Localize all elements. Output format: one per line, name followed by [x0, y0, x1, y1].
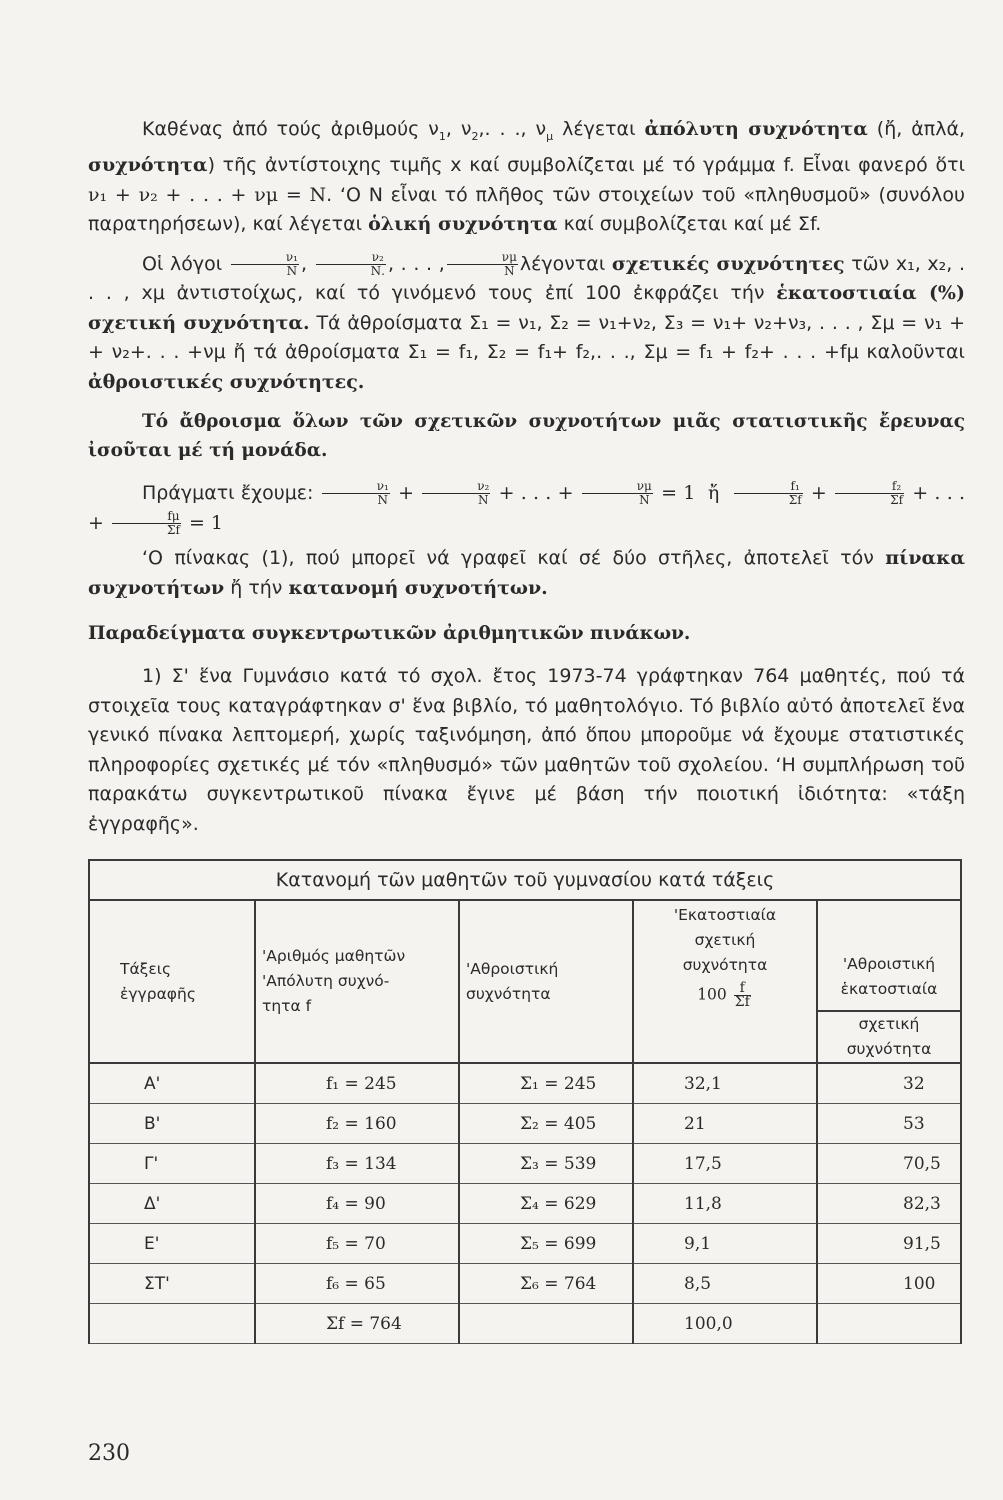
term-total-frequency: ὁλική συχνότητα: [368, 213, 558, 236]
term-frequency-distribution: κατανομή συχνοτήτων.: [288, 576, 548, 599]
paragraph-example: 1) Σ' ἕνα Γυμνάσιο κατά τό σχολ. ἔτος 1973-74 γράφτηκαν 764 μαθητές, πού τά στοιχεῖα τους καταγράφτηκαν σ' ἕνα βιβλίο, τό μαθητολόγιο. Τό βιβλίο αὐτό ἀποτελεῖ ἕνα γενικό πίνακα λεπτομερή, χωρίς ταξινόμηση, ἀπό ὅπου μποροῦμε νά ἔχουμε στατιστικές πληροφορίες σχετικές μέ τόν «πληθυσμό» τῶν μαθητῶν τοῦ σχολείου. ʻΗ συμπλήρωση τοῦ παρακάτω συγκεντρωτικοῦ πίνακα ἔγινε μέ βάση τήν ποιοτική ἰδιότητα: «τάξη ἐγγραφῆς».: [88, 665, 965, 835]
table-cell: Σ₄ = 629: [459, 1184, 633, 1224]
term-frequency: συχνότητα: [88, 154, 208, 177]
table-cell: 53: [817, 1104, 961, 1144]
text: , . . . ,: [387, 252, 445, 275]
table-cell: 17,5: [633, 1144, 817, 1184]
table-total-cell: [817, 1304, 961, 1344]
term-cumulative-frequency: ἀθροιστικές συχνότητες.: [88, 370, 365, 393]
table-cell: Σ₁ = 245: [459, 1063, 633, 1104]
table-total-cell: 100,0: [633, 1304, 817, 1344]
text: ) τῆς ἀντίστοιχης τιμῆς x καί συμβολίζεται μέ τό γράμμα f. Εἶναι φανερό ὅτι: [207, 154, 965, 177]
table-cell: 100: [817, 1264, 961, 1304]
paragraph-relative-frequency: Οἱ λόγοι $\frac{\text{ν₁}}{N}$ , $\frac{\text{ν₂}}{N.}$ , . . . , $\frac{\nu\mu}{N}$ λέγονται σχετικές συχνότητες τῶν x₁, x₂, . . . , xμ ἀντιστοίχως, καί τό γινόμενό τους ἐπί 100 ἐκφράζει τήν ἑκατοστιαία (%) σχετική συχνότητα. Τά ἀθροίσματα Σ₁ = ν₁, Σ₂ = ν₁+ν₂, Σ₃ = ν₁+ ν₂+ν₃, . . . , Σμ = ν₁ + + ν₂+. . . +νμ ἤ τά ἀθροίσματα Σ₁ = f₁, Σ₂ = f₁+ f₂,. . ., Σμ = f₁ + f₂+ . . . +fμ καλοῦνται ἀθροιστικές συχνότητες.: [88, 249, 965, 393]
paragraph-absolute-frequency: Καθένας ἀπό τούς ἀριθμούς $\nu_1$, $\nu_2$,. . ., $\nu_\mu$ λέγεται ἀπόλυτη συχνότητα (ἤ, ἀπλά, συχνότητα) τῆς ἀντίστοιχης τιμῆς x καί συμβολίζεται μέ τό γράμμα f. Εἶναι φανερό ὅτι ν₁ + ν₂ + . . . + νμ = Ν. ʻΟ Ν εἶναι τό πλῆθος τῶν στοιχείων τοῦ «πληθυσμοῦ» (συνόλου παρατηρήσεων), καί λέγεται ὁλική συχνότητα καί συμβολίζεται καί μέ Σf.: [88, 118, 966, 236]
header-cumulative-percent: 'Αθροιστική ἑκατοστιαία: [817, 900, 961, 1011]
formula-line: Πράγματι ἔχουμε: $\frac{\text{ν₁}}{N}$ + $\frac{\text{ν₂}}{N}$ + . . . + $\frac{\nu\mu}{N}$ = 1 ἤ $\frac{\text{f₁}}{\Sigma f}$ + $\frac{\text{f₂}}{\Sigma f}$ + . . . + $\frac{f\mu}{\Sigma f}$ = 1: [88, 479, 966, 537]
text: λέγεται: [553, 118, 645, 140]
frequency-table: [88, 859, 962, 1344]
table-total-cell: Σf = 764: [255, 1304, 459, 1344]
table-cell: Α': [89, 1063, 255, 1104]
equation-sum: ν₁ + ν₂ + . . . + νμ = Ν: [88, 183, 327, 206]
table-cell: f₆ = 65: [255, 1264, 459, 1304]
header-percent-relative: [633, 900, 817, 1011]
table-cell: 9,1: [633, 1224, 817, 1264]
page-number: 230: [88, 1441, 130, 1466]
table-cell: ΣΤ': [89, 1264, 255, 1304]
table-row: [89, 1104, 961, 1144]
table-cell: 70,5: [817, 1144, 961, 1184]
table-total-row: [89, 1304, 961, 1344]
term-absolute-frequency: ἀπόλυτη συχνότητα: [644, 118, 868, 140]
table-cell: f₂ = 160: [255, 1104, 459, 1144]
term-percent-relative-frequency: ἑκατοστιαία (%) σχετική συχνότητα.: [88, 282, 965, 334]
table-cell: f₁ = 245: [255, 1063, 459, 1104]
table-cell: 82,3: [817, 1184, 961, 1224]
text: λέγονται: [519, 252, 612, 275]
header-cumulative-percent-sub: σχετική συχνότητα: [817, 1011, 961, 1063]
paragraph-frequency-table: [88, 544, 965, 603]
text: , ν: [445, 118, 472, 140]
table-row: [89, 1224, 961, 1264]
header-cumulative-frequency: 'Αθροιστική συχνότητα: [459, 900, 633, 1063]
table-cell: Γ': [89, 1144, 255, 1184]
table-cell: Σ₆ = 764: [459, 1264, 633, 1304]
table-cell: Δ': [89, 1184, 255, 1224]
fraction: $\frac{\text{ν₁}}{N}$: [231, 251, 299, 278]
section-heading: Παραδείγματα συγκεντρωτικῶν ἀριθμητικῶν πινάκων.: [88, 623, 691, 645]
term-relative-frequency: σχετικές συχνότητες: [611, 252, 845, 275]
table-cell: 8,5: [633, 1264, 817, 1304]
bold-statement: Τό ἄθροισμα ὅλων τῶν σχετικῶν συχνοτήτων μιᾶς στατιστικῆς ἔρευνας ἰσοῦται μέ τή μονάδα.: [88, 411, 965, 462]
text: ,. . ., ν: [478, 118, 547, 140]
text: (ἤ, ἀπλά,: [867, 118, 966, 140]
table-cell: Σ₂ = 405: [459, 1104, 633, 1144]
table-title: Κατανομή τῶν μαθητῶν τοῦ γυμνασίου κατά τάξεις: [89, 860, 961, 900]
text: Πράγματι ἔχουμε:: [142, 482, 320, 505]
table-total-cell: [89, 1304, 255, 1344]
text: καί συμβολίζεται καί μέ Σf.: [557, 213, 822, 236]
page-content: [88, 115, 965, 1344]
text: τῶν x₁, x₂, . . . , xμ ἀντιστοίχως, καί τό γινόμενό τους ἐπί 100 ἐκφράζει τήν: [88, 252, 965, 305]
table-cell: 11,8: [633, 1184, 817, 1224]
text: Τά ἀθροίσματα Σ₁ = ν₁, Σ₂ = ν₁+ν₂, Σ₃ = ν₁+ ν₂+ν₃, . . . , Σμ = ν₁ + + ν₂+. . . +νμ ἤ τά ἀθροίσματα Σ₁ = f₁, Σ₂ = f₁+ f₂,. . ., Σμ = f₁ + f₂+ . . . +fμ καλοῦνται: [88, 311, 965, 364]
header-percent-relative-label: 'Εκατοστιαία σχετική συχνότητα: [673, 906, 777, 975]
table-cell: f₃ = 134: [255, 1144, 459, 1184]
table-cell: 32: [817, 1063, 961, 1104]
table-row: [89, 1144, 961, 1184]
text: Οἱ λόγοι: [142, 252, 229, 275]
table-cell: f₅ = 70: [255, 1224, 459, 1264]
table-total-cell: [459, 1304, 633, 1344]
table-row: [89, 1264, 961, 1304]
table-cell: Σ₅ = 699: [459, 1224, 633, 1264]
table-cell: 32,1: [633, 1063, 817, 1104]
text: . ʻΟ Ν εἶναι τό πλῆθος τῶν στοιχείων τοῦ «πληθυσμοῦ» (συνόλου παρατηρήσεων), καί λέγεται: [88, 183, 965, 236]
table-cell: Β': [89, 1104, 255, 1144]
fraction: $\frac{\nu\mu}{N}$: [447, 251, 518, 278]
term-frequency-table: πίνακα συχνοτήτων: [88, 547, 965, 599]
text: ἤ τήν: [224, 576, 289, 599]
header-class: Τάξεις ἐγγραφῆς: [89, 900, 255, 1063]
table-cell: 21: [633, 1104, 817, 1144]
table-cell: Σ₃ = 539: [459, 1144, 633, 1184]
table-cell: f₄ = 90: [255, 1184, 459, 1224]
text: Καθένας ἀπό τούς ἀριθμούς ν: [142, 118, 439, 140]
text: ʻΟ πίνακας (1), πού μπορεῖ νά γραφεῖ καί σέ δύο στῆλες, ἀποτελεῖ τόν: [142, 547, 886, 570]
table-cell: Ε': [89, 1224, 255, 1264]
table-row: [89, 1184, 961, 1224]
table-row: [89, 1063, 961, 1104]
header-percent-formula: 100 $\frac{f}{\Sigma f}$: [697, 980, 750, 1011]
fraction: $\frac{\text{ν₂}}{N.}$: [316, 251, 386, 278]
header-absolute-frequency: 'Αριθμός μαθητῶν 'Απόλυτη συχνό- τητα f: [255, 900, 459, 1063]
table-cell: 91,5: [817, 1224, 961, 1264]
